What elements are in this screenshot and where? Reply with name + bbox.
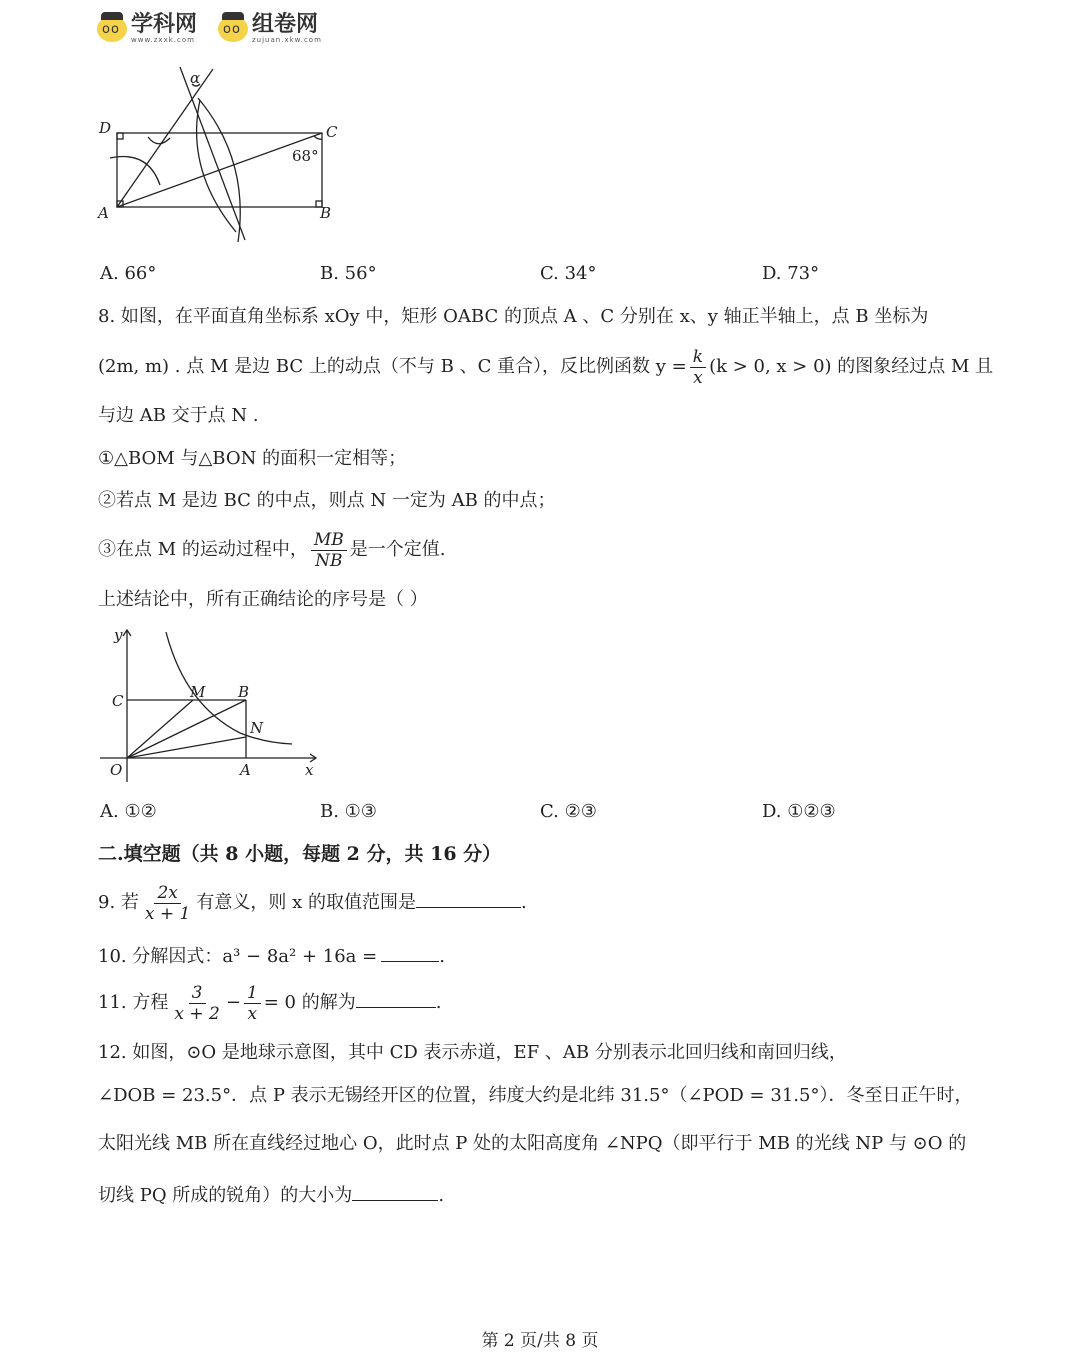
label-N: N	[250, 719, 264, 737]
numerator: 2x	[154, 883, 180, 904]
q8-line2-text-b: (k > 0, x > 0) 的图象经过点 M 且	[709, 356, 994, 377]
answer-blank	[352, 1182, 438, 1201]
q8-option-a: A. ①②	[100, 801, 157, 822]
q7-option-d: D. 73°	[762, 263, 820, 284]
q8-line2-text: (2m, m) . 点 M 是边 BC 上的动点（不与 B 、C 重合），反比例函数 y =	[98, 356, 687, 377]
fraction-2x-over-x-plus-1	[142, 883, 193, 924]
q12-line4-text: 切线 PQ 所成的锐角）的大小为	[98, 1185, 353, 1206]
section-heading: 二.填空题（共 8 小题，每题 2 分，共 16 分）	[98, 843, 502, 865]
q8-statement-1: ①△BOM 与△BON 的面积一定相等；	[98, 448, 407, 469]
q12-line3: 太阳光线 MB 所在直线经过地心 O，此时点 P 处的太阳高度角 ∠NPQ（即平行于 MB 的光线 NP 与 ⊙O 的	[98, 1133, 967, 1154]
q8-statement-3-text: ③在点 M 的运动过程中，	[98, 539, 308, 560]
label-alpha: α	[190, 69, 201, 87]
denominator: x + 1	[144, 903, 191, 924]
q10	[98, 943, 445, 969]
label-M: M	[190, 683, 206, 701]
mascot-icon	[218, 16, 248, 42]
q10-text: 10. 分解因式：a³ − 8a² + 16a =	[98, 946, 378, 967]
q7-rectangle-figure	[90, 60, 350, 250]
q12-line2: ∠DOB = 23.5°．点 P 表示无锡经开区的位置，纬度大约是北纬 31.5°（∠POD = 31.5°）．冬至日正午时，	[98, 1085, 973, 1106]
denominator: NB	[315, 550, 343, 571]
q8-question: 上述结论中，所有正确结论的序号是（ ）	[98, 589, 428, 610]
q7-option-c: C. 34°	[540, 263, 597, 284]
answer-blank	[381, 943, 439, 962]
q11-text-b: = 0 的解为	[263, 992, 356, 1013]
q8-line3: 与边 AB 交于点 N .	[98, 405, 259, 426]
label-O: O	[110, 761, 123, 779]
q9-text: 9. 若	[98, 892, 139, 913]
numerator: k	[690, 347, 706, 368]
fraction-3-over-x-plus-2	[171, 983, 222, 1024]
q11	[98, 981, 441, 1025]
q7-option-a: A. 66°	[100, 263, 157, 284]
q8-line1: 8. 如图，在平面直角坐标系 xOy 中，矩形 OABC 的顶点 A 、C 分别在 x、y 轴正半轴上，点 B 坐标为	[98, 306, 929, 327]
label-x: x	[305, 761, 314, 779]
numerator: MB	[311, 530, 347, 551]
denominator: x	[247, 1003, 258, 1024]
label-A: A	[240, 761, 251, 779]
q8-statement-3	[98, 528, 446, 572]
q10-end: .	[439, 946, 445, 967]
label-B: B	[320, 204, 332, 222]
q9-end: .	[520, 892, 527, 913]
fraction-k-over-x	[690, 347, 706, 388]
logo-zujuanwang: oo 组卷网 zujuan.xkw.com	[218, 14, 322, 44]
q9	[98, 881, 527, 925]
q8-option-b: B. ①③	[320, 801, 377, 822]
label-D: D	[99, 119, 112, 137]
fraction-1-over-x	[244, 983, 261, 1024]
q11-end: .	[435, 992, 442, 1013]
minus-sign: −	[225, 992, 241, 1013]
q8-option-d: D. ①②③	[762, 801, 836, 822]
logo-xuekewang: oo 学科网 www.zxxk.com	[97, 14, 197, 44]
q12-line1: 12. 如图，⊙O 是地球示意图，其中 CD 表示赤道，EF 、AB 分别表示北回归线和南回归线，	[98, 1042, 847, 1063]
label-y: y	[114, 626, 123, 644]
label-C: C	[112, 692, 124, 710]
answer-blank	[356, 989, 436, 1008]
q8-option-c: C. ②③	[540, 801, 597, 822]
q12-line4	[98, 1182, 444, 1208]
q9-text-b: 有意义，则 x 的取值范围是	[196, 892, 416, 913]
page-number: 第 2 页/共 8 页	[481, 1331, 599, 1351]
denominator: x + 2	[174, 1003, 220, 1024]
numerator: 3	[189, 983, 206, 1004]
label-A: A	[98, 204, 109, 222]
q8-statement-3-text-b: 是一个定值.	[349, 539, 446, 560]
fraction-mb-over-nb	[311, 530, 347, 571]
mascot-icon	[97, 16, 127, 42]
denominator: x	[693, 367, 703, 388]
answer-blank	[416, 889, 521, 908]
label-angle: 68°	[292, 147, 319, 165]
q8-statement-2: ②若点 M 是边 BC 的中点，则点 N 一定为 AB 的中点；	[98, 490, 556, 511]
q8-coordinate-figure	[95, 622, 325, 787]
label-C: C	[326, 123, 338, 141]
q8-line2	[98, 345, 993, 389]
numerator: 1	[244, 983, 261, 1004]
q7-option-b: B. 56°	[320, 263, 377, 284]
q12-end: .	[438, 1185, 445, 1206]
q11-text: 11. 方程	[98, 992, 169, 1013]
label-B: B	[238, 683, 250, 701]
